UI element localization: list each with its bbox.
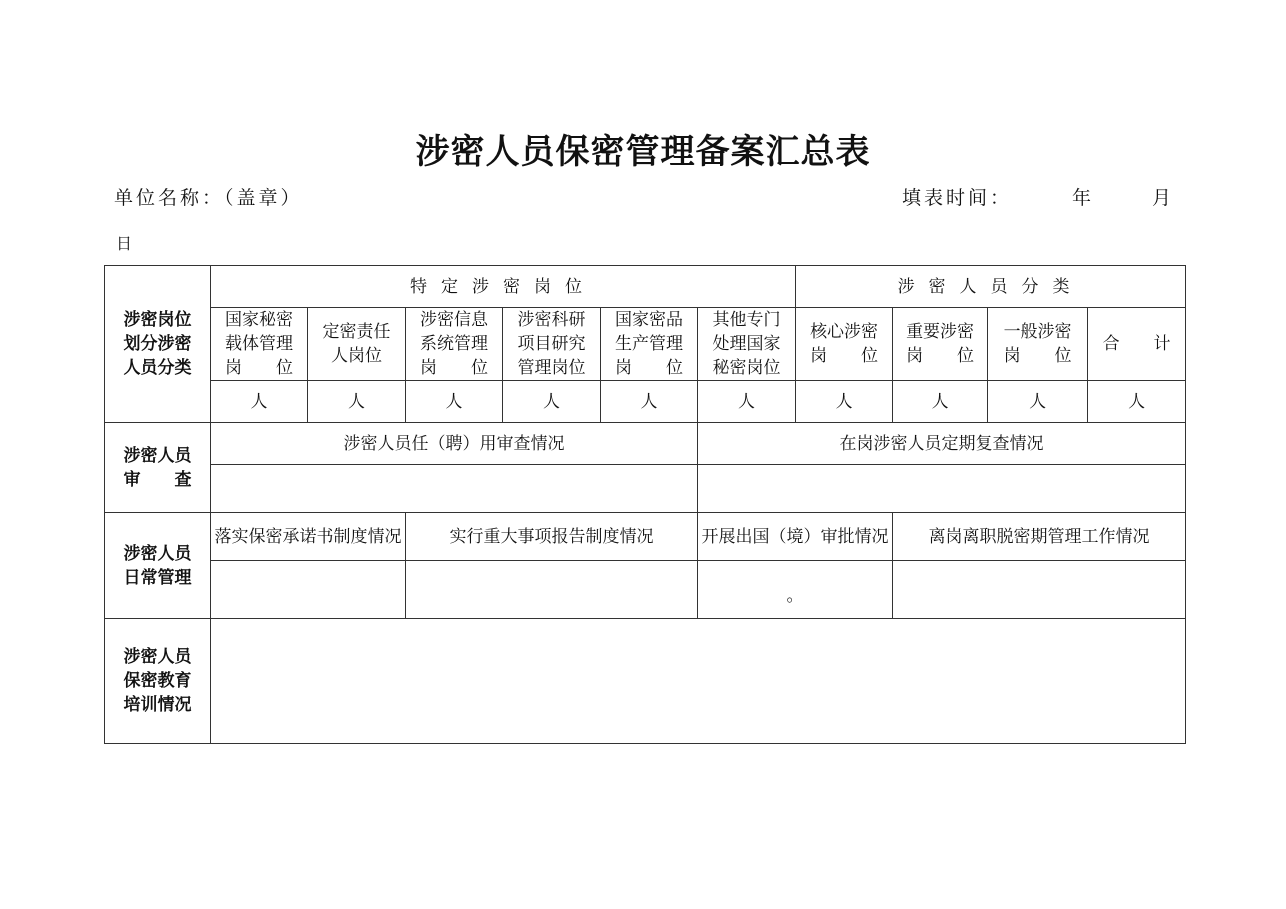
review-hire-value[interactable] xyxy=(211,465,698,513)
column-header: 重要涉密 岗 位 xyxy=(893,308,988,381)
column-header: 国家密品 生产管理 岗 位 xyxy=(601,308,698,381)
review-hire-header: 涉密人员任（聘）用审查情况 xyxy=(211,423,698,465)
row-header-position-class: 涉密岗位 划分涉密 人员分类 xyxy=(105,266,211,423)
column-header: 核心涉密 岗 位 xyxy=(796,308,893,381)
count-cell[interactable]: 人 xyxy=(308,381,406,423)
count-cell[interactable]: 人 xyxy=(503,381,601,423)
overseas-approval-header: 开展出国（境）审批情况 xyxy=(698,513,893,561)
page-title: 涉密人员保密管理备案汇总表 xyxy=(415,132,871,172)
count-cell[interactable]: 人 xyxy=(601,381,698,423)
table-row xyxy=(105,423,1186,465)
table-row xyxy=(105,561,1186,619)
date-year-label: 年 xyxy=(1072,187,1095,209)
row-header-daily-management: 涉密人员 日常管理 xyxy=(105,513,211,619)
column-header: 涉密科研 项目研究 管理岗位 xyxy=(503,308,601,381)
date-month-label: 月 xyxy=(1152,187,1175,209)
count-cell[interactable]: 人 xyxy=(893,381,988,423)
group-header-specific-positions: 特定涉密岗位 xyxy=(211,266,796,308)
training-value[interactable] xyxy=(211,619,1186,744)
count-cell[interactable]: 人 xyxy=(211,381,308,423)
departure-management-header: 离岗离职脱密期管理工作情况 xyxy=(893,513,1186,561)
count-cell[interactable]: 人 xyxy=(406,381,503,423)
table-row xyxy=(105,513,1186,561)
unit-name-label: 单位名称：（盖章） xyxy=(114,187,303,209)
major-report-value[interactable] xyxy=(406,561,698,619)
commitment-header: 落实保密承诺书制度情况 xyxy=(211,513,406,561)
table-row xyxy=(105,266,1186,308)
row-header-review: 涉密人员 审 查 xyxy=(105,423,211,513)
overseas-approval-value[interactable]: 。 xyxy=(698,561,893,619)
table-row xyxy=(105,619,1186,744)
count-cell[interactable]: 人 xyxy=(796,381,893,423)
commitment-value[interactable] xyxy=(211,561,406,619)
review-periodic-value[interactable] xyxy=(698,465,1186,513)
fill-date-label: 填表时间： xyxy=(902,187,1013,209)
column-header: 涉密信息 系统管理 岗 位 xyxy=(406,308,503,381)
column-header: 合 计 xyxy=(1088,308,1186,381)
column-header: 一般涉密 岗 位 xyxy=(988,308,1088,381)
major-report-header: 实行重大事项报告制度情况 xyxy=(406,513,698,561)
departure-management-value[interactable] xyxy=(893,561,1186,619)
count-cell[interactable]: 人 xyxy=(988,381,1088,423)
count-cell[interactable]: 人 xyxy=(1088,381,1186,423)
summary-table xyxy=(104,265,1186,744)
table-row xyxy=(105,308,1186,381)
count-cell[interactable]: 人 xyxy=(698,381,796,423)
column-header: 定密责任 人岗位 xyxy=(308,308,406,381)
table-row xyxy=(105,381,1186,423)
date-day-label: 日 xyxy=(116,234,133,253)
review-periodic-header: 在岗涉密人员定期复查情况 xyxy=(698,423,1186,465)
group-header-personnel-class: 涉密人员分类 xyxy=(796,266,1186,308)
row-header-training: 涉密人员 保密教育 培训情况 xyxy=(105,619,211,744)
table-row xyxy=(105,465,1186,513)
column-header: 其他专门 处理国家 秘密岗位 xyxy=(698,308,796,381)
column-header: 国家秘密 载体管理 岗 位 xyxy=(211,308,308,381)
